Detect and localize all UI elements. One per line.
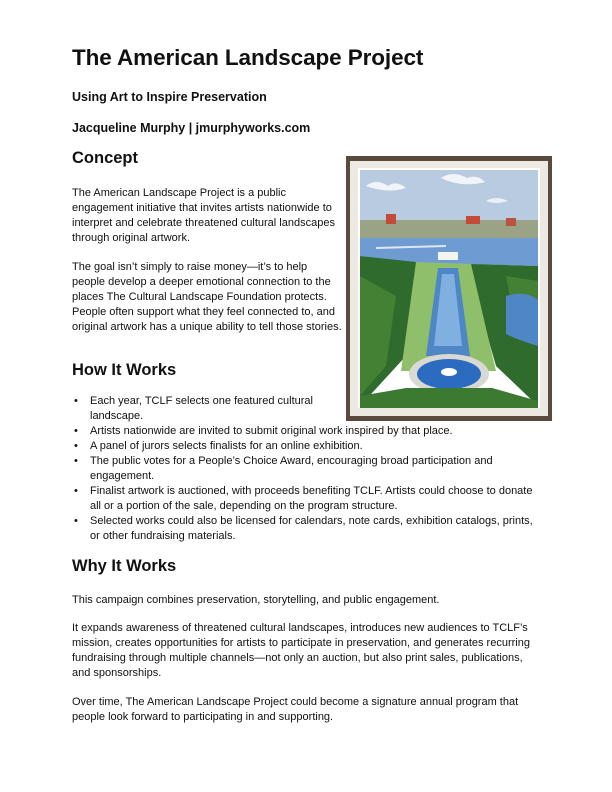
list-item-text: Finalist artwork is auctioned, with proceeds benefiting TCLF. Artists could choose to donate all or a portion of the sale, depending on the program structure. bbox=[90, 485, 533, 512]
how-it-works-list bbox=[72, 394, 542, 544]
list-item-text: Selected works could also be licensed for calendars, note cards, exhibition catalogs, prints, or other fundraising materials. bbox=[90, 515, 533, 542]
list-item-text: Each year, TCLF selects one featured cultural landscape. bbox=[90, 395, 313, 422]
bullet-glyph: • bbox=[74, 440, 78, 452]
painting-image bbox=[346, 156, 552, 421]
bullet-glyph: • bbox=[74, 515, 78, 527]
why-it-works-heading: Why It Works bbox=[72, 557, 177, 575]
bullet-glyph: • bbox=[74, 425, 78, 437]
list-item-text: The public votes for a People’s Choice Award, encouraging broad participation and engagement. bbox=[90, 455, 493, 482]
why-paragraph-3: Over time, The American Landscape Project could become a signature annual program that people look forward to participating in and supporting. bbox=[72, 696, 519, 723]
list-item bbox=[72, 484, 542, 514]
list-item bbox=[72, 514, 542, 544]
why-paragraph-2: It expands awareness of threatened cultural landscapes, introduces new audiences to TCLF’s mission, creates opportunities for artists to participate in preservation, and generates recurring fundraising through multiple channels—not only an auction, but also print sales, publications, and sponsorships. bbox=[72, 622, 530, 679]
concept-heading: Concept bbox=[72, 149, 138, 167]
bullet-glyph: • bbox=[74, 455, 78, 467]
list-item bbox=[72, 439, 542, 454]
list-item-text: Artists nationwide are invited to submit original work inspired by that place. bbox=[90, 425, 453, 437]
bullet-glyph: • bbox=[74, 485, 78, 497]
why-paragraph-1: This campaign combines preservation, storytelling, and public engagement. bbox=[72, 594, 440, 606]
list-item-text: A panel of jurors selects finalists for an online exhibition. bbox=[90, 440, 363, 452]
document-title: The American Landscape Project bbox=[72, 45, 424, 70]
how-it-works-heading: How It Works bbox=[72, 361, 177, 379]
concept-paragraph-1: The American Landscape Project is a public engagement initiative that invites artists nationwide to interpret and celebrate threatened cultural landscapes through original artwork. bbox=[72, 187, 335, 244]
document-subtitle: Using Art to Inspire Preservation bbox=[72, 90, 267, 104]
concept-paragraph-2: The goal isn’t simply to raise money—it’s to help people develop a deeper emotional connection to the places The Cultural Landscape Foundation protects. People often support what they feel connected to, and original artwork has a unique ability to tell those stories. bbox=[72, 261, 342, 333]
list-item bbox=[72, 394, 350, 424]
author-line: Jacqueline Murphy | jmurphyworks.com bbox=[72, 121, 311, 135]
list-item bbox=[72, 454, 542, 484]
bullet-glyph: • bbox=[74, 395, 78, 407]
list-item bbox=[72, 424, 542, 439]
